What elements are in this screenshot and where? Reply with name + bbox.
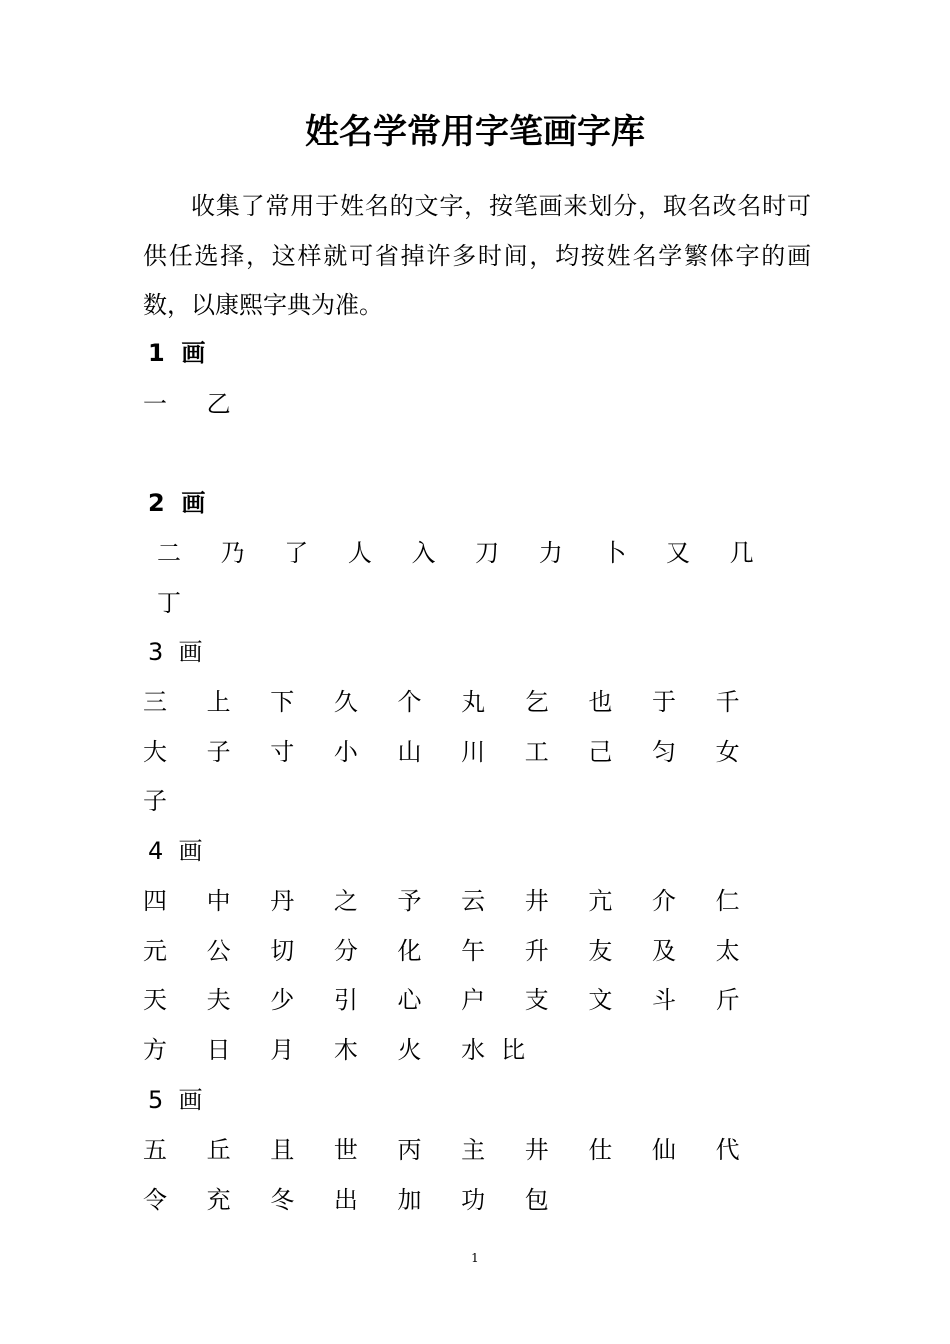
section-heading-1: 1 画	[148, 339, 206, 367]
section-heading-2: 2 画	[148, 489, 206, 517]
page-number: 1	[471, 1251, 479, 1265]
section-chars-3: 三 上 下 久 个 丸 乞 也 于 千 大 子 寸 小 山 川 工 己 匀 女 子	[143, 688, 780, 815]
section-chars-4: 四 中 丹 之 予 云 井 亢 介 仁 元 公 切 分 化 午 升 友 及 太 天 夫 少 引 心 户 支 文 斗 斤 方 日 月 木 火 水比	[143, 887, 780, 1064]
section-chars-1: 一 乙	[143, 390, 247, 418]
section-chars-2: 二 乃 了 人 入 刀 力 卜 又 几 丁	[157, 539, 794, 617]
intro-paragraph: 收集了常用于姓名的文字，按笔画来划分，取名改名时可供任选择，这样就可省掉许多时间，均按姓名学繁体字的画数，以康熙字典为准。	[143, 192, 811, 319]
section-heading-5: 5 画	[148, 1086, 203, 1114]
section-heading-3: 3 画	[148, 638, 203, 666]
page-title: 姓名学常用字笔画字库	[305, 112, 645, 152]
section-chars-5: 五 丘 且 世 丙 主 井 仕 仙 代 令 充 冬 出 加 功 包	[143, 1136, 780, 1214]
section-heading-4: 4 画	[148, 837, 203, 865]
